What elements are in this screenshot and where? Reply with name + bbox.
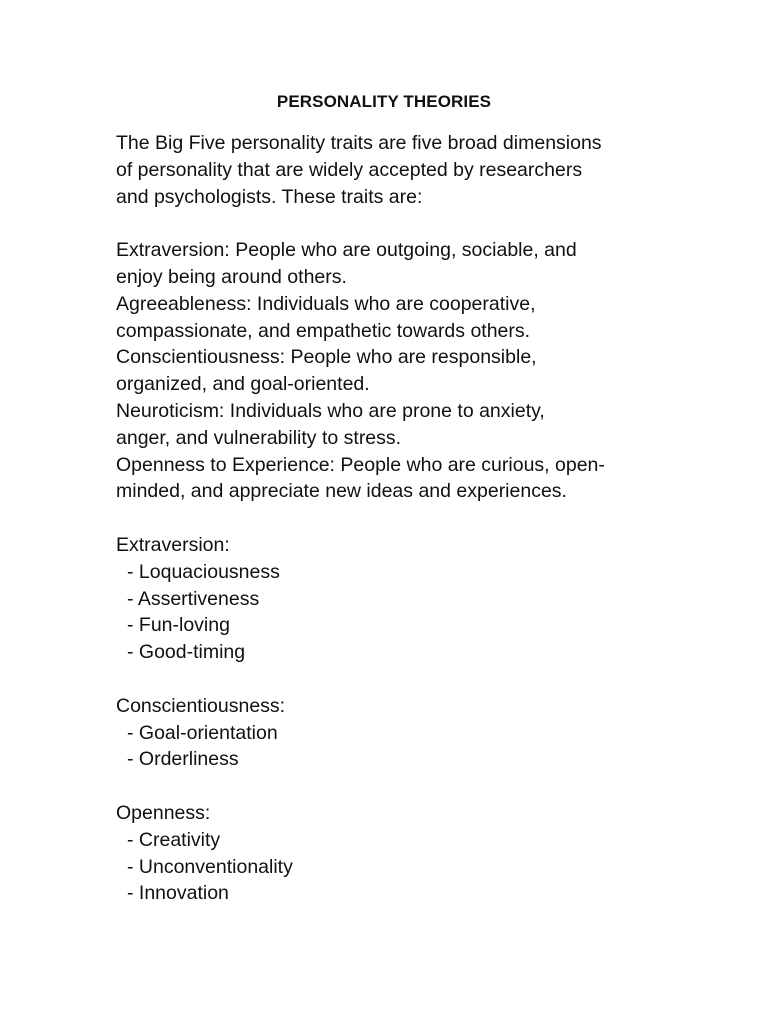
trait-line: Openness to Experience: People who are curious, open- — [116, 453, 605, 476]
blank-line — [116, 210, 656, 237]
section-heading: Conscientiousness: — [116, 694, 286, 717]
trait-line: Conscientiousness: People who are responsible, — [116, 346, 537, 369]
intro-line: The Big Five personality traits are five broad dimensions — [116, 132, 602, 154]
section-heading: Openness: — [116, 801, 211, 824]
document-title: PERSONALITY THEORIES — [276, 92, 492, 111]
section-conscientiousness — [116, 693, 656, 773]
list-item: - Assertiveness — [127, 587, 260, 610]
list-item: - Fun-loving — [127, 614, 230, 637]
list-item: - Innovation — [127, 882, 229, 905]
blank-line — [116, 666, 656, 693]
list-item: - Orderliness — [127, 748, 239, 771]
list-item: - Good-timing — [127, 641, 246, 664]
blank-line — [116, 505, 656, 532]
section-heading: Extraversion: — [116, 533, 230, 556]
trait-line: organized, and goal-oriented. — [116, 373, 370, 396]
list-item: - Goal-orientation — [127, 721, 278, 744]
intro-line: and psychologists. These traits are: — [116, 185, 423, 208]
trait-line: enjoy being around others. — [116, 265, 347, 288]
trait-line: compassionate, and empathetic towards others. — [116, 319, 531, 342]
trait-line: Extraversion: People who are outgoing, sociable, and — [116, 239, 577, 262]
list-item: - Unconventionality — [127, 855, 293, 878]
intro-paragraph — [116, 130, 656, 210]
traits-paragraph — [116, 237, 656, 505]
trait-line: anger, and vulnerability to stress. — [116, 426, 402, 449]
trait-line: minded, and appreciate new ideas and experiences. — [116, 480, 567, 503]
document-body — [116, 130, 656, 907]
list-item: - Creativity — [127, 828, 221, 851]
trait-line: Neuroticism: Individuals who are prone to anxiety, — [116, 399, 545, 422]
trait-line: Agreeableness: Individuals who are cooperative, — [116, 292, 536, 315]
section-openness — [116, 800, 656, 907]
blank-line — [116, 773, 656, 800]
intro-line: of personality that are widely accepted by researchers — [116, 158, 583, 181]
list-item: - Loquaciousness — [127, 560, 280, 583]
section-extraversion — [116, 532, 656, 666]
